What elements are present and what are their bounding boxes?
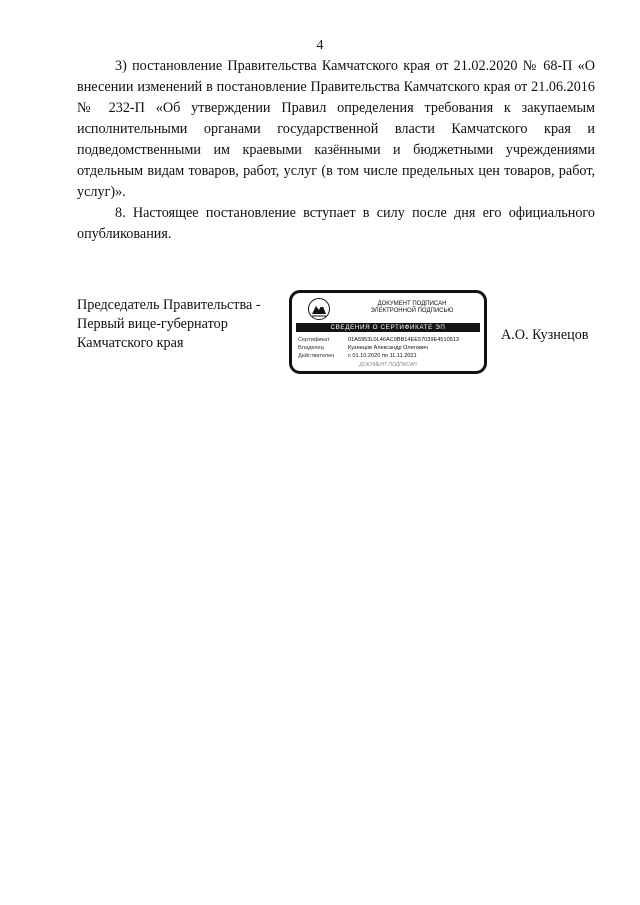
esign-row-key: Сертификат: [298, 337, 330, 343]
esign-row-key: Действителен: [298, 353, 335, 359]
esign-row-validity: [298, 352, 484, 360]
signatory-title-line: Камчатского края: [77, 335, 184, 351]
esign-row-value: Кузнецов Александр Олегович: [348, 345, 428, 351]
esign-row-owner: [298, 344, 484, 352]
esign-row-value: с 01.10.2020 по 11.11.2021: [348, 353, 417, 359]
paragraph-clause-8: 8. Настоящее постановление вступает в силу после дня его официального опубликования.: [77, 205, 595, 242]
page-number: 4: [316, 38, 324, 53]
signatory-name: А.О. Кузнецов: [501, 327, 589, 343]
coat-of-arms-icon: [308, 298, 330, 320]
esign-header-line: ЭЛЕКТРОННОЙ ПОДПИСЬЮ: [370, 308, 454, 314]
esign-row-certificate: [298, 336, 484, 344]
esign-header-line: ДОКУМЕНТ ПОДПИСАН: [377, 301, 447, 307]
signatory-title: [77, 296, 261, 353]
signatory-title-line: Председатель Правительства -: [77, 297, 261, 313]
esign-header: [352, 301, 472, 315]
esign-row-value: 01A5953L0L46AC0BB14EE57039E4510513: [348, 337, 460, 343]
esign-details: [298, 336, 484, 360]
electronic-signature-stamp: [289, 290, 487, 374]
signatory-title-line: Первый вице-губернатор: [77, 316, 228, 332]
esign-row-key: Владелец: [298, 345, 324, 351]
paragraph-item-3: 3) постановление Правительства Камчатского края от 21.02.2020 № 68-П «О внесении изменений в постановление Правительства Камчатского края от 21.06.2016 № 232-П «Об утверждении Правил определения требования к закупаемым исполнительными органами государственной власти Камчатского края и подведомственными им краевыми казёнными и бюджетными учреждениями отдельным видам товаров, работ, услуг (в том числе предельных цен товаров, работ, услуг)».: [77, 58, 595, 200]
esign-certificate-bar: СВЕДЕНИЯ О СЕРТИФИКАТЕ ЭП: [296, 323, 480, 332]
document-body: [77, 56, 595, 245]
esign-footer: ДОКУМЕНТ ПОДПИСАН: [359, 362, 417, 368]
